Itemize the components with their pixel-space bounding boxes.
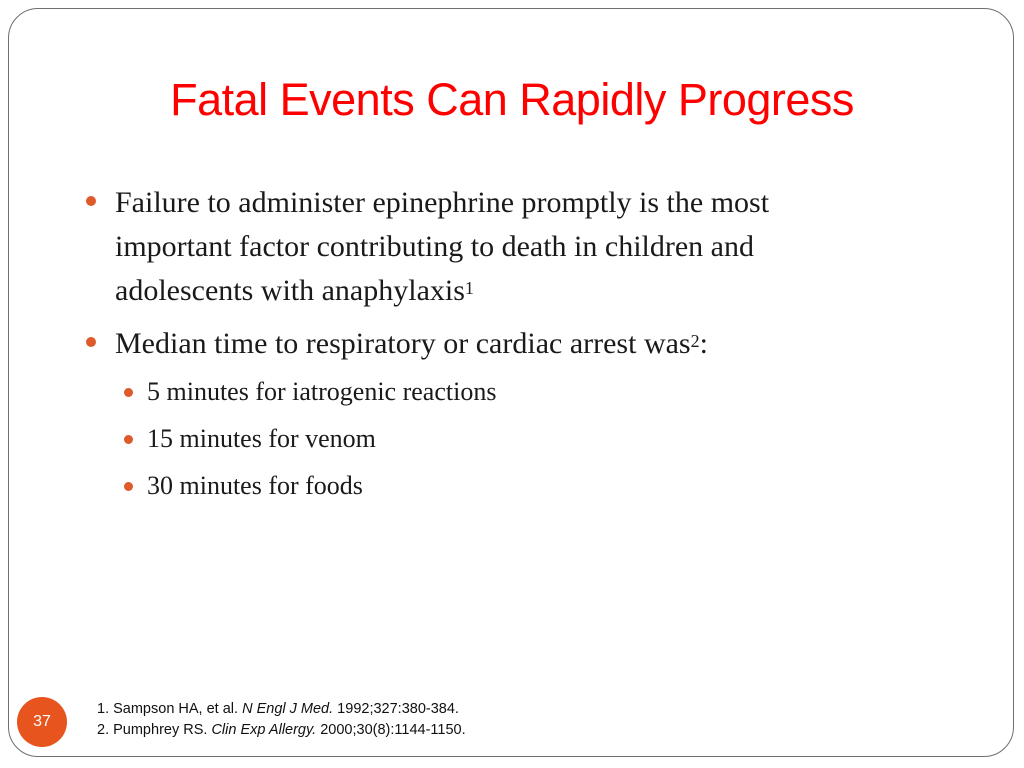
slide-number-badge: 37 bbox=[17, 697, 67, 747]
bullet-1 bbox=[115, 181, 875, 313]
reference-2 bbox=[97, 720, 697, 741]
reference-1-citation: 1992;327:380-384. bbox=[333, 701, 459, 717]
subbullet-dot bbox=[124, 435, 133, 444]
bullet-1-line-1: Failure to administer epinephrine promptly is the most bbox=[115, 186, 770, 219]
reference-2-authors: 2. Pumphrey RS. bbox=[97, 722, 212, 738]
reference-1 bbox=[97, 699, 697, 720]
bullet-2 bbox=[115, 322, 875, 366]
reference-marker-1: 1 bbox=[464, 278, 474, 298]
reference-2-journal: Clin Exp Allergy. bbox=[211, 722, 317, 738]
bullet-1-line-3 bbox=[115, 269, 875, 313]
subbullet-3: 30 minutes for foods bbox=[147, 471, 363, 500]
subbullet-dot bbox=[124, 482, 133, 491]
reference-1-authors: 1. Sampson HA, et al. bbox=[97, 701, 243, 717]
bullet-dot bbox=[86, 196, 96, 206]
bullet-2-colon: : bbox=[699, 327, 708, 360]
bullet-1-line-2: important factor contributing to death in children and bbox=[115, 230, 754, 263]
bullet-1-line-3-text: adolescents with anaphylaxis bbox=[115, 274, 465, 307]
slide-title: Fatal Events Can Rapidly Progress bbox=[170, 74, 854, 125]
subbullet-1: 5 minutes for iatrogenic reactions bbox=[147, 377, 497, 406]
reference-marker-2: 2 bbox=[690, 331, 700, 351]
subbullet-2: 15 minutes for venom bbox=[147, 424, 376, 453]
subbullet-dot bbox=[124, 388, 133, 397]
reference-1-journal: N Engl J Med. bbox=[242, 701, 334, 717]
bullet-dot bbox=[86, 337, 96, 347]
references bbox=[97, 699, 697, 741]
reference-2-citation: 2000;30(8):1144-1150. bbox=[316, 722, 466, 738]
bullet-2-text: Median time to respiratory or cardiac arrest was bbox=[115, 327, 691, 360]
